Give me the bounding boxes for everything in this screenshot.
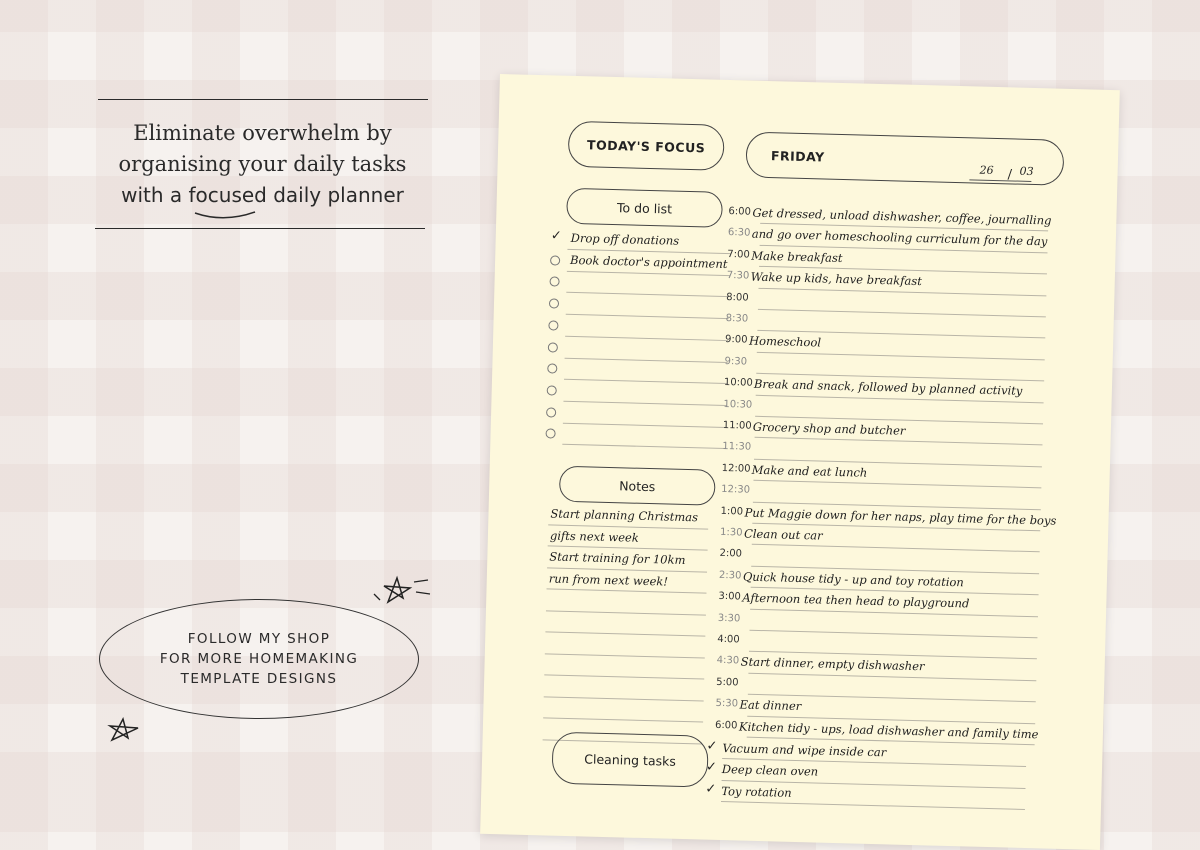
top-rule xyxy=(98,99,428,100)
bottom-rule xyxy=(95,228,425,229)
checkbox-circle-icon[interactable] xyxy=(550,255,560,265)
cleaning-task-text: Toy rotation xyxy=(721,783,792,800)
planner-sheet xyxy=(480,74,1120,850)
notes-pill: Notes xyxy=(559,466,716,506)
todo-text: Drop off donations xyxy=(570,230,680,248)
todo-item[interactable] xyxy=(545,423,726,450)
check-icon: ✓ xyxy=(705,760,718,776)
doodle-star-icon xyxy=(104,716,148,744)
headline-line-2: organising your daily tasks xyxy=(118,152,407,176)
focused-word-text: focused xyxy=(188,183,267,207)
schedule-task: Eat dinner xyxy=(739,697,802,714)
cleaning-tasks-pill: Cleaning tasks xyxy=(551,732,708,788)
schedule-time: 6:00 xyxy=(714,719,738,732)
checkbox-circle-icon[interactable] xyxy=(548,320,558,330)
schedule-task: Start dinner, empty dishwasher xyxy=(740,654,925,674)
schedule-time: 4:00 xyxy=(717,633,740,646)
cta-line-3: TEMPLATE DESIGNS xyxy=(180,671,338,687)
check-icon: ✓ xyxy=(550,228,562,244)
headline-line-3-pre: with a xyxy=(121,183,189,207)
cleaning-line xyxy=(721,801,1025,810)
schedule-time: 5:00 xyxy=(716,676,739,689)
checkbox-circle-icon[interactable] xyxy=(548,342,558,352)
schedule-task: Clean out car xyxy=(743,526,823,543)
schedule-time: 9:00 xyxy=(724,334,748,346)
date-slash: / xyxy=(1007,167,1013,183)
schedule-task: Make and eat lunch xyxy=(751,462,868,480)
schedule-time: 12:00 xyxy=(721,462,751,475)
follow-shop-oval[interactable] xyxy=(99,599,419,719)
cleaning-task-text: Vacuum and wipe inside car xyxy=(722,741,887,760)
checkbox-circle-icon[interactable] xyxy=(547,364,557,374)
cta-line-1: FOLLOW MY SHOP xyxy=(187,631,331,647)
checkbox-circle-icon[interactable] xyxy=(549,298,559,308)
headline xyxy=(90,118,435,211)
schedule-task: Break and snack, followed by planned activity xyxy=(753,376,1023,398)
schedule-time: 7:00 xyxy=(727,248,750,261)
note-text: Start planning Christmas xyxy=(550,506,699,525)
cta-line-2: FOR MORE HOMEMAKING xyxy=(159,651,359,667)
schedule-time: 12:30 xyxy=(721,484,751,496)
day-name: FRIDAY xyxy=(770,147,825,165)
schedule-time: 9:30 xyxy=(724,355,748,368)
schedule-time: 10:00 xyxy=(723,377,753,389)
schedule-time: 2:30 xyxy=(718,569,742,582)
check-icon: ✓ xyxy=(706,738,718,754)
schedule-task: Put Maggie down for her naps, play time for the boys xyxy=(744,505,1057,528)
schedule-time: 6:00 xyxy=(728,206,752,218)
underline-swoosh xyxy=(189,209,259,221)
headline-line-3-post: daily planner xyxy=(266,183,404,207)
cleaning-task-text: Deep clean oven xyxy=(721,762,819,779)
schedule-time: 7:30 xyxy=(726,270,750,282)
schedule-task: Kitchen tidy - ups, load dishwasher and family time xyxy=(738,719,1039,741)
checkbox-circle-icon[interactable] xyxy=(549,277,559,287)
schedule-task: Grocery shop and butcher xyxy=(752,419,906,438)
schedule-time: 11:30 xyxy=(722,441,752,454)
day-date-pill xyxy=(745,131,1064,185)
checkbox-circle-icon[interactable] xyxy=(546,407,556,417)
schedule-task: and go over homeschooling curriculum for the day xyxy=(751,227,1048,249)
schedule-task: Get dressed, unload dishwasher, coffee, journalling xyxy=(752,205,1052,228)
note-text: run from next week! xyxy=(548,570,669,589)
schedule-time: 11:00 xyxy=(722,419,752,432)
schedule-time: 10:30 xyxy=(723,398,753,411)
headline-line-3 xyxy=(90,180,435,211)
schedule-time: 8:30 xyxy=(725,312,749,325)
schedule-time: 3:30 xyxy=(717,612,741,625)
todo-text: Book doctor's appointment xyxy=(569,252,728,271)
sparkle-star-icon xyxy=(370,572,436,608)
schedule-time: 3:00 xyxy=(718,591,742,603)
schedule-time: 4:30 xyxy=(716,655,740,667)
note-text: gifts next week xyxy=(549,527,639,545)
checkbox-circle-icon[interactable] xyxy=(545,429,555,439)
schedule-task: Wake up kids, have breakfast xyxy=(750,269,923,289)
schedule-time: 1:30 xyxy=(719,526,743,539)
schedule-time: 8:00 xyxy=(726,291,749,304)
check-icon: ✓ xyxy=(705,781,717,797)
schedule-task: Homeschool xyxy=(748,334,822,350)
todo-line xyxy=(562,444,725,449)
schedule-time: 1:00 xyxy=(720,505,744,518)
note-text: Start training for 10km xyxy=(549,549,686,568)
schedule-time: 6:30 xyxy=(727,227,751,239)
notes-list xyxy=(542,503,718,757)
headline-line-1: Eliminate overwhelm by xyxy=(133,121,392,145)
date-month: 03 xyxy=(1019,164,1034,178)
todays-focus-pill: TODAY'S FOCUS xyxy=(568,121,725,171)
schedule-task: Afternoon tea then head to playground xyxy=(742,590,970,611)
checkbox-circle-icon[interactable] xyxy=(547,385,557,395)
schedule-task: Quick house tidy - up and toy rotation xyxy=(742,569,965,590)
focused-word xyxy=(189,180,267,211)
date-day: 26 xyxy=(979,163,994,177)
schedule-time: 2:00 xyxy=(719,548,743,560)
schedule-task: Make breakfast xyxy=(751,248,843,265)
todo-list-pill: To do list xyxy=(566,188,723,228)
schedule-time: 5:30 xyxy=(715,698,739,710)
